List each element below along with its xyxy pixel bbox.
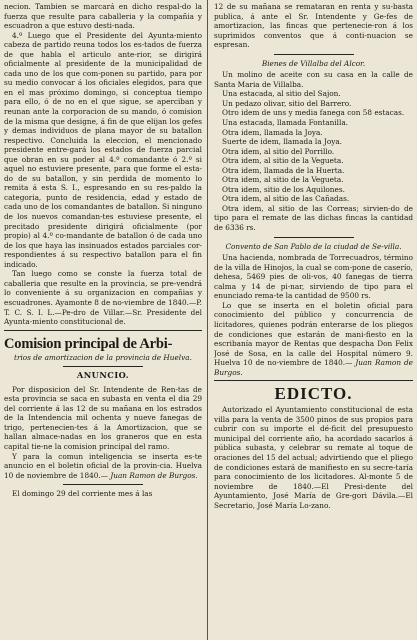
left-paragraph-inteligencia: [4, 452, 202, 481]
right-short-rule: [274, 54, 354, 55]
column-divider: [207, 0, 208, 640]
right-section-rule: [214, 380, 413, 381]
list-item: Otra idem, al sitio del Porrillo.: [222, 146, 335, 156]
signature-burgos-right: Juan Ramon de Burgos.: [214, 358, 413, 377]
list-item: Otra idem, llamada la Joya.: [222, 127, 323, 137]
comision-subheading: trios de amortizacion de la provincia de Huelva.: [14, 352, 192, 362]
list-item: Una estacada, llamada Fontanilla.: [222, 118, 348, 128]
right-paragraph-edicto: Autorizado el Ayuntamiento constitucional de esta villa para la venta de 3500 pinos de sus propios para cubrir con su importe el dé-ficit del presupuesto municipal del corriente año, ha acordado sacarlos á pública subasta, y celebrar su remate al toque de oraciones del 15 del actual; advirtiendo que el pliego de condiciones estará de manifiesto en su secre-taría para conocimiento de los licitadores. Al-monte 5 de noviembre de 1840.—El Presi-dente del Ayuntamiento, José María de Gre-gori Dávila.—El Secretario, José María Lo-zano.: [214, 405, 413, 510]
signature-burgos: Juan Ramon de Burgos.: [110, 470, 198, 480]
boletin-text: Lo que se inserta en el boletin oficial para conocimiento del público y concurrencia de licitadores, quienes podrán enterarse de los pliegos de condiciones que estarán de mani-fiesto en la escribanía mayor de Rentas que despacha Don Felix José de Sosa, en la calle del Hospital número 9. Huelva 10 de no-viembre de 1840.—: [214, 300, 413, 368]
left-paragraph-continuation: necion. Tambien se marcará en dicho respal-do la fuerza que resulte para caballeria y la compañia y escuadron a que estuvo desti-nada.: [4, 2, 202, 31]
left-paragraph-subasta: Por disposicion del Sr. Intendente de Ren-tas de esta provincia se saca en subasta en venta el dia 29 del corriente á las 12 de su mañana en los estrados de la Intendencia mil ochenta y nueve fanegas de trigo, pertenecien-tes á la Amortizacion, que se hallan almace-nadas en los graneros que en esta capital tie-ne la comision principal del ramo.: [4, 384, 202, 451]
right-short-rule-2: [274, 237, 354, 238]
list-item: Otra idem, al sitio de la Vegueta.: [222, 175, 344, 185]
list-item: Otra idem, llamada de la Huerta.: [222, 165, 345, 175]
edicto-heading: EDICTO.: [274, 384, 353, 404]
left-paragraph-cavalry: Tan luego como se conste la fuerza total de caballeria que resulte en la provincia, se pre-vendrá lo conveniente á su organizacion en compañias y escuadrones. Ayamonte 8 de no-viembre de 1840.—P. T. C. S. I. L.—Pe-dro de Villar.—Sr. Presidente del Ayunta-miento constitucional de.: [4, 269, 202, 327]
list-item: Otra idem, al sitio de las Cañadas.: [222, 194, 350, 204]
short-rule-2: [63, 484, 143, 485]
inteligencia-text: Y para la comun inteligencia se inserta es-te anuncio en el boletin oficial de la provin-cia. Huelva 10 de noviembre de 1840.—: [4, 451, 202, 480]
comision-heading: Comision principal de Arbi-: [4, 335, 173, 352]
villalba-items-list: [214, 89, 413, 232]
list-item: Otra idem, sitio de los Aquilones.: [222, 184, 345, 194]
convento-title: Convento de San Pablo de la ciudad de Se-villa.: [225, 241, 402, 251]
list-item: Otra idem, al sitio de la Vegueta.: [222, 156, 344, 166]
anuncio-heading: ANUNCIO.: [76, 370, 130, 381]
list-item: Una estacada, al sitio del Sajon.: [222, 89, 341, 99]
list-item: Un pedazo olivar, sitio del Barrero.: [222, 98, 352, 108]
right-paragraph-molino: Un molino de aceite con su casa en la calle de Santa Maria de Villalba.: [214, 70, 413, 89]
short-rule: [63, 366, 143, 367]
villalba-title: Bienes de Villalba del Alcor.: [261, 58, 366, 68]
right-paragraph-continuation: 12 de su mañana se remataran en renta y su-basta publica, á ante el Sr. Intendente y Ge-fes de amortizacion, las fincas que pertenecie-ron á los suprimidos conventos que á conti-nuacion se espresan.: [214, 2, 413, 50]
list-item: Suerte de idem, llamada la Joya.: [222, 137, 343, 147]
left-paragraph-article-4: 4.º Luego que el Presidente del Ayunta-miento cabeza de partido reuna todos los es-tados de fuerza de que habla el articulo ante-rior, se dirigirá oficialmente al presidente de la municipalidad de cada uno de los que com-ponen su partido, para por su medio convocar á los oficiales elegidos, para que en el mas próximo domingo, si conceptua tiempo para ello, ó de no en el que sigue, se aperciban y reunan ante la corporacion de su mando, ó comision de la misma que designe, á fin de que elijan los gefes y demas individuos de plana mayor de su batallon respectivo. Concluida la eleccion, el mencionado presidente entre-gará los estados de fuerza parcial que obran en su poder al 4.º comandante ó 2.º si aquel no estuviere presente, para que forme el esta-do de su batallon, y sin perdida de momento lo remita á esta S. I., espresando en su res-paldo la categoria, punto de residencia, edad y estado de cada uno de los comandantes de batallon. Si ninguno de los nuevos comandan-tes estuviese presente, el precitado presidente dirigirá oficialmente (por propio) al 4.º co-mandante de batallon ó de cada uno de los que haya las insinuados estados parciales cor-respondientes á su respectivo batallon para el fin indicado.: [4, 30, 202, 269]
section-rule: [4, 330, 202, 331]
left-column: [4, 2, 202, 640]
list-item: Otro idem de uns y media fanega con 58 estacas.: [222, 108, 405, 118]
left-paragraph-domingo: El domingo 29 del corriente mes á las: [12, 489, 153, 499]
right-column: [214, 2, 413, 640]
right-paragraph-boletin: [214, 301, 413, 377]
right-paragraph-hacienda: Una hacienda, nombrada de Torrecuadros, término de la villa de Hinojos, la cual se com-pone de caserío, dehesa, 5469 pies de oli-vos, 40 fanegas de tierra calma y 14 de pi-nar, sirviendo de tipo para el enunciado rema-te la cantidad de 9500 rs.: [214, 253, 413, 301]
list-item: Otra idem, al sitio de las Correas; sirvien-do de tipo para el remate de las dichas fincas la cantidad de 6336 rs.: [214, 203, 413, 233]
